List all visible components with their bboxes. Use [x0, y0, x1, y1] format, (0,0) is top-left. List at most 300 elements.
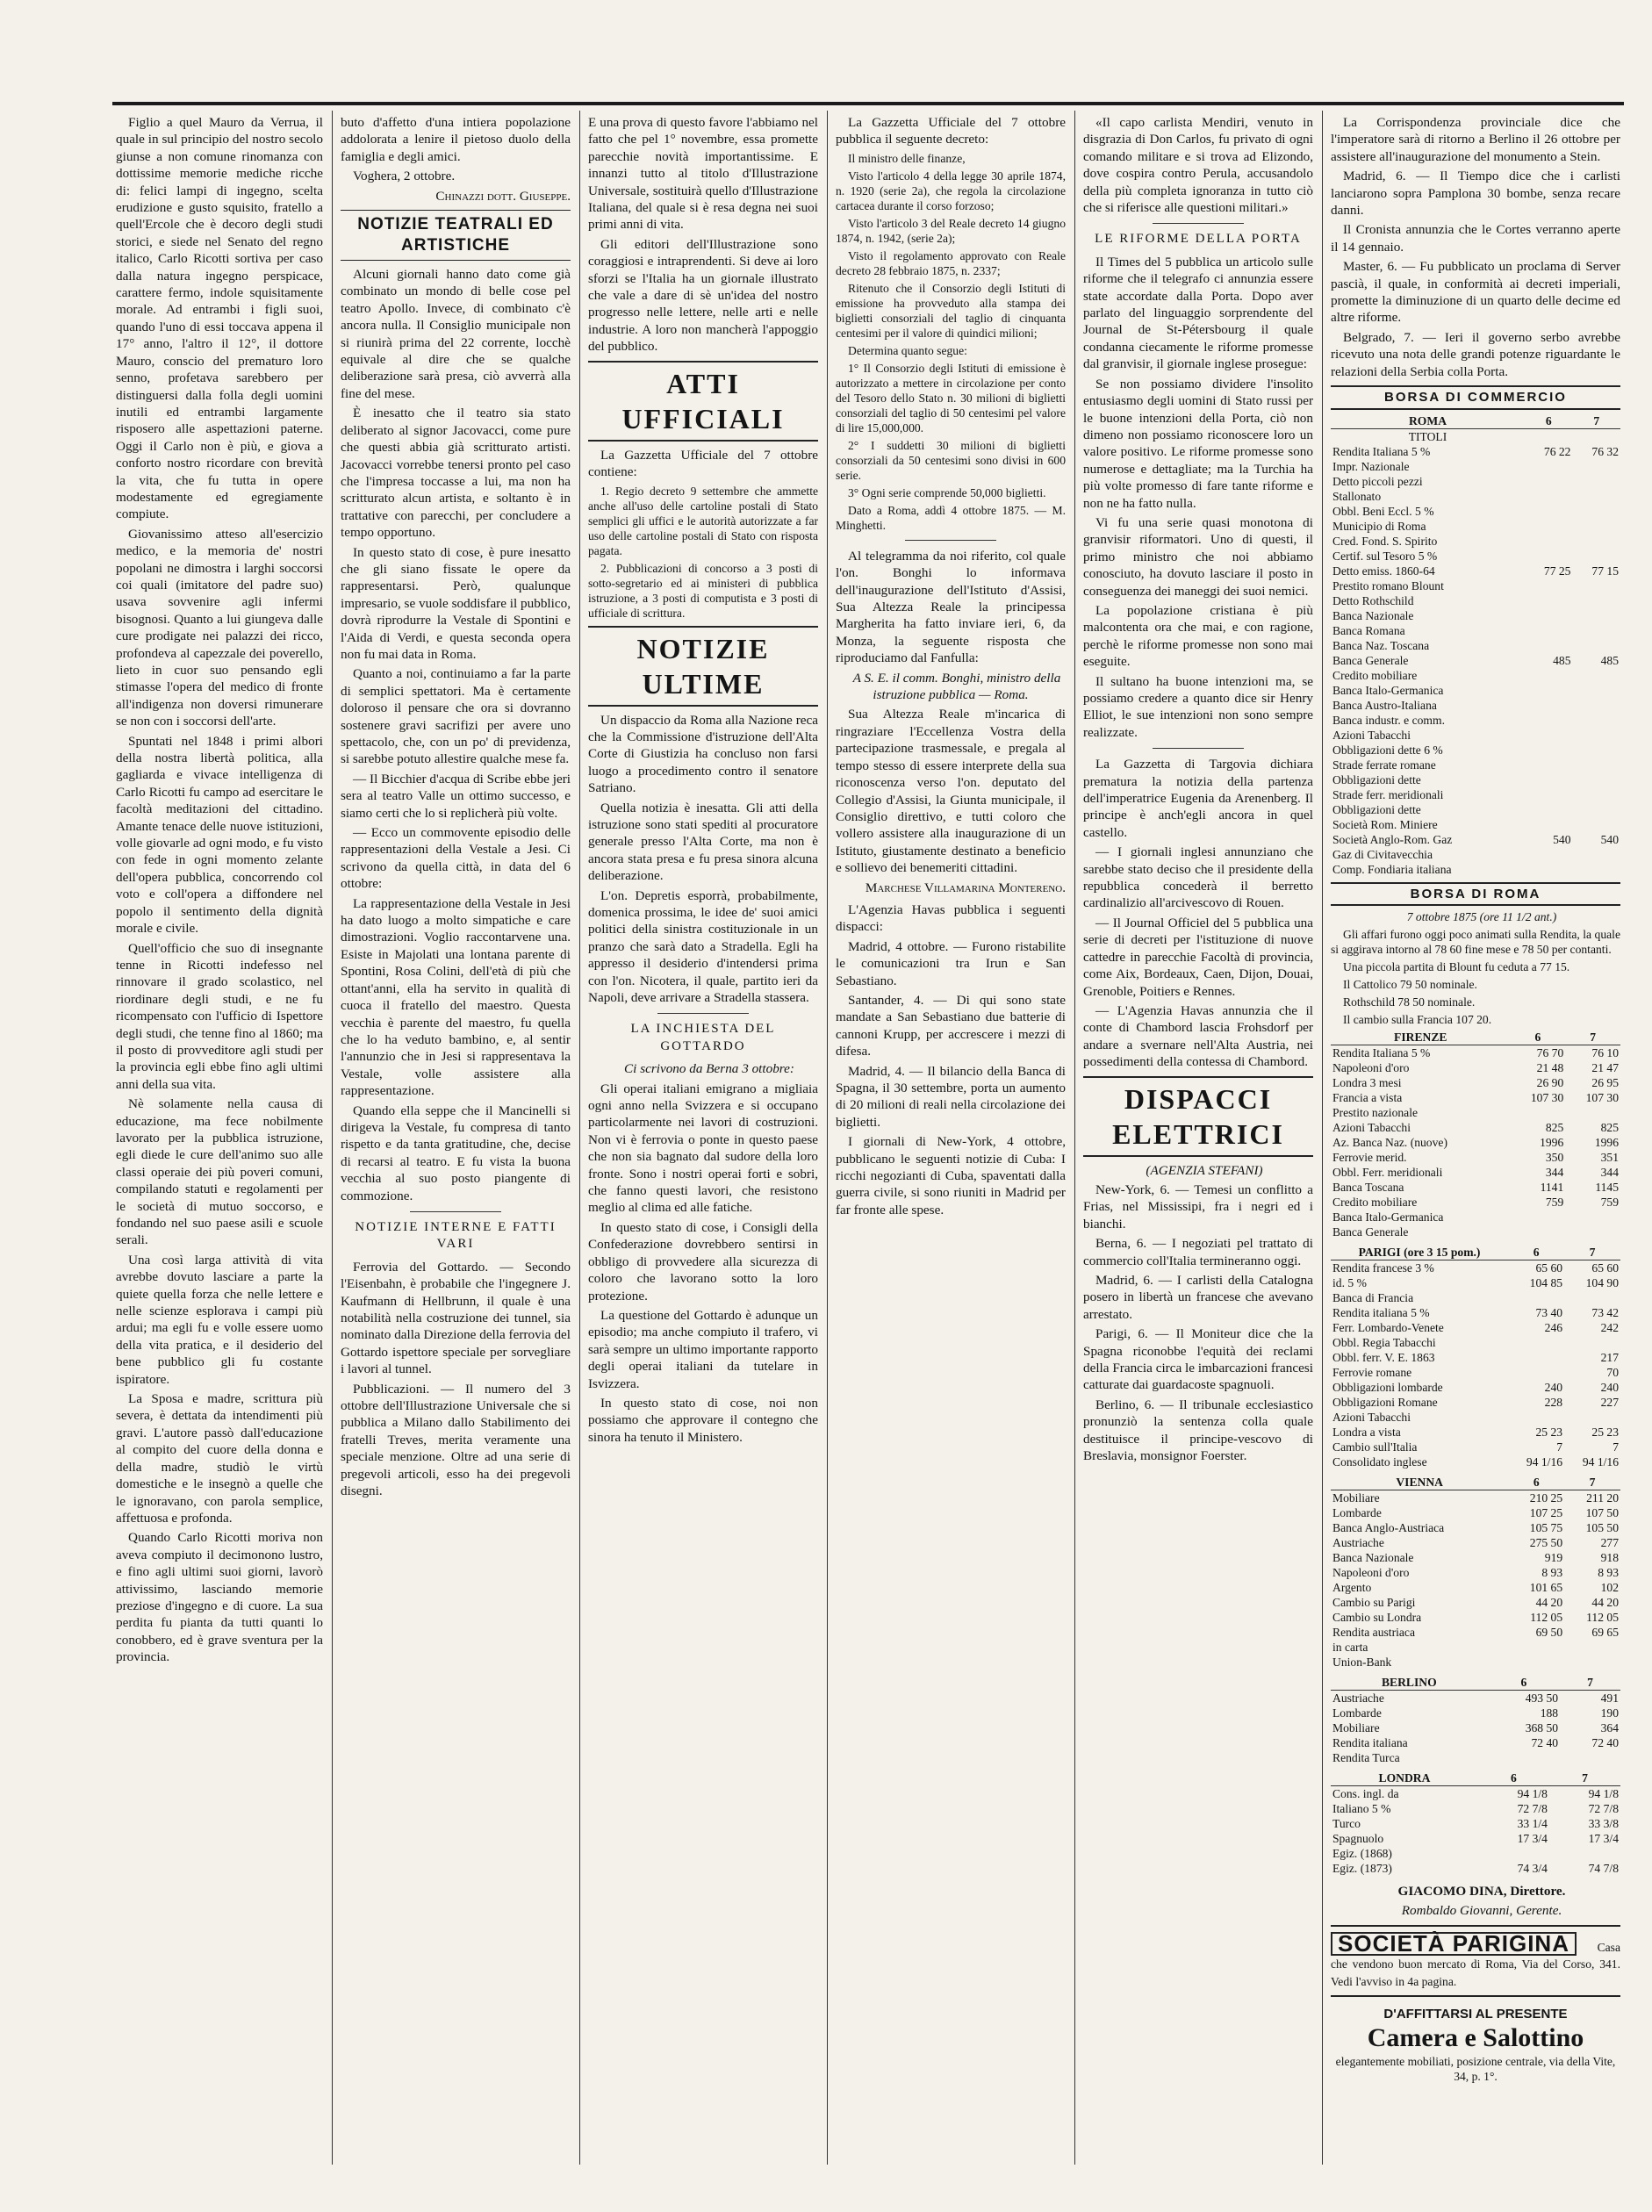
porta-paragraph: Vi fu una serie quasi monotona di granvisir riformatori. Uno di questi, il primo ministro che noi abbiamo conosciuto, ha dovuto lasciare il posto in conseguenza dei maneggi dei suoi nemici. [1083, 514, 1313, 599]
quote-value [1525, 758, 1572, 772]
roma-stock-table [1331, 413, 1620, 877]
quote-value [1525, 534, 1572, 549]
quote-value [1488, 1750, 1560, 1765]
berlino-heading: BERLINO [1331, 1675, 1488, 1691]
decree-line: Visto l'articolo 4 della legge 30 aprile 1874, n. 1920 (serie 2a), che regola la circolazione cartacea durante il corso forzoso; [836, 169, 1066, 212]
date-col-1: 6 [1488, 1675, 1560, 1691]
security-name: Banca Austro-Italiana [1332, 698, 1437, 712]
quote-value: 759 [1600, 1195, 1619, 1209]
date-col-1: 6 [1508, 1475, 1564, 1490]
security-name: Cred. Fond. S. Spirito [1332, 534, 1438, 548]
quote-value: 94 1/16 [1526, 1454, 1563, 1469]
quote-value [1560, 1750, 1620, 1765]
quote-value: 364 [1600, 1720, 1619, 1734]
security-name: Cons. ingl. da [1332, 1786, 1399, 1800]
table-row [1331, 1150, 1620, 1165]
table-row [1331, 1595, 1620, 1610]
telegram-address: A S. E. il comm. Bonghi, ministro della istruzione pubblica — Roma. [852, 670, 1061, 703]
quote-value [1525, 743, 1572, 758]
theatre-paragraph: In questo stato di cose, è pure inesatto che gli siano fissate le opere da rappresentarsi. Però, qualunque impresario, se vuole soddisfare il pubblico, dovrà riprodurre la Vestale di Spontini e l'Aida di Verdi, e questa seconda opera non fu mai data in Roma. [341, 544, 571, 662]
quote-value: 21 48 [1536, 1060, 1564, 1074]
quote-value: 69 50 [1535, 1625, 1563, 1639]
security-name: Rendita Turca [1332, 1750, 1400, 1764]
security-name: Banca di Francia [1332, 1290, 1414, 1304]
quote-value: 104 90 [1585, 1275, 1619, 1289]
titoli-row [1331, 428, 1620, 444]
master-note: Master, 6. — Fu pubblicato un proclama di Server pascià, il quale, in conformità ai decreti imperiali, promette la diminuzione di un quarto delle decime ed altre riforme. [1331, 259, 1620, 326]
quote-value: 7 [1556, 1440, 1563, 1454]
dispatch-item: Berna, 6. — I negoziati pel trattato di commercio coll'Italia termineranno oggi. [1083, 1236, 1313, 1268]
table-row [1331, 1861, 1620, 1876]
table-row [1331, 1305, 1620, 1320]
security-name: in carta [1332, 1640, 1368, 1654]
dispatch-subheading: (AGENZIA STEFANI) [1146, 1162, 1263, 1178]
quote-value [1508, 1365, 1564, 1380]
misc-note: — L'Agenzia Havas annunzia che il conte di Chambord lascia Frohsdorf per andare a svernare nell'Alta Austria, nei possedimenti della contessa di Chambord. [1083, 1002, 1313, 1070]
quote-value [1525, 668, 1572, 683]
quote-value: 211 20 [1586, 1490, 1619, 1505]
quote-value [1572, 758, 1620, 772]
quote-value: 7 [1612, 1440, 1619, 1454]
security-name: Banca Italo-Germanica [1332, 1210, 1444, 1224]
ad-societa-parigina [1331, 1929, 1620, 1990]
havas-item: Madrid, 4. — Il bilancio della Banca di Spagna, il 30 settembre, porta un aumento di 20 milioni di reali nella circolazione dei biglietti. [836, 1063, 1066, 1130]
table-row [1331, 1750, 1620, 1765]
quote-value [1525, 519, 1572, 534]
decree-line: 1° Il Consorzio degli Istituti di emissione è autorizzato a mettere in circolazione per conto del Tesoro dello Stato n. 30 milioni di biglietti consorziali del taglio di 50 centesimi pel valore di lire 15,000,000. [836, 361, 1066, 434]
date-col-1: 6 [1478, 1770, 1549, 1786]
quote-value [1572, 504, 1620, 519]
quote-value [1525, 578, 1572, 593]
quote-value [1525, 787, 1572, 802]
quote-value: 70 [1606, 1365, 1619, 1379]
quote-value: 72 40 [1531, 1735, 1559, 1749]
security-name: Banca Toscana [1332, 1180, 1404, 1194]
quote-value [1525, 459, 1572, 474]
table-row [1331, 683, 1620, 698]
separator [657, 1013, 750, 1014]
quote-value [1525, 474, 1572, 489]
security-name: id. 5 % [1332, 1275, 1367, 1289]
quote-value: 540 [1553, 832, 1571, 846]
quote-value [1511, 1210, 1566, 1224]
security-name: Union-Bank [1332, 1655, 1392, 1669]
security-name: Lombarde [1332, 1505, 1382, 1519]
misc-notes [1083, 844, 1313, 1070]
latest-news-heading: NOTIZIE ULTIME [588, 626, 818, 707]
article-paragraph: La Sposa e madre, scrittura più severa, è dettata da intendimenti più gravi. L'autore passò dall'educazione al compito del cuore della donna e della madre, studiò le virtù domestiche e le insegnò a quelle che le ignoravano, con parola semplice, affettuosa e profonda. [116, 1391, 323, 1526]
berlino-table [1331, 1675, 1620, 1765]
table-row [1331, 593, 1620, 608]
column-divider [1074, 111, 1075, 2165]
quote-value: 368 50 [1525, 1720, 1559, 1734]
table-row [1331, 638, 1620, 653]
quote-value: 105 75 [1529, 1520, 1563, 1534]
borsa-roma-line: Il cambio sulla Francia 107 20. [1343, 1012, 1492, 1026]
havas-items [836, 938, 1066, 1219]
borsa-commercio-heading: BORSA DI COMMERCIO [1331, 385, 1620, 409]
quote-value: 107 25 [1529, 1505, 1563, 1519]
quote-value: 72 40 [1591, 1735, 1619, 1749]
dispatch-item: Madrid, 6. — I carlisti della Catalogna posero in libertà un francese che avevano arrestato. [1083, 1272, 1313, 1322]
table-row [1331, 1816, 1620, 1831]
telegram-signature: Marchese Villamarina Montereno. [865, 880, 1066, 895]
quote-value [1508, 1640, 1564, 1655]
quote-value: 33 3/8 [1588, 1816, 1619, 1830]
date-col-1: 6 [1508, 1245, 1564, 1260]
inquiry-paragraph: In questo stato di cose, noi non possiamo che approvare il contegno che sinora ha tenuto il Ministero. [588, 1395, 818, 1445]
table-row [1331, 519, 1620, 534]
table-row [1331, 698, 1620, 713]
table-row [1331, 1260, 1620, 1275]
article-paragraph: Quell'officio che suo di insegnante tenne in Ricotti indefesso nel rinnovare il grado scolastico, nel riordinare degli studi, e ne fu ricompensato con l'ufficio di Ispettore degli studi, che tenne fino al 1860; ma il posto di provveditore agli studi per la provincia egli ebbe fino agli ultimi anni della sua vita. [116, 940, 323, 1092]
table-row [1331, 668, 1620, 683]
security-name: Rendita austriaca [1332, 1625, 1415, 1639]
security-name: Egiz. (1873) [1332, 1861, 1392, 1875]
roma-label: ROMA [1331, 413, 1525, 429]
quote-value: 228 [1544, 1395, 1563, 1409]
havas-intro: L'Agenzia Havas pubblica i seguenti dispacci: [836, 901, 1066, 935]
security-name: Rendita francese 3 % [1332, 1260, 1434, 1275]
havas-item: Santander, 4. — Di qui sono state mandate a San Sebastiano due batterie di cannoni Krupp, per accrescere i mezzi di difesa. [836, 992, 1066, 1059]
security-name: Obbl. ferr. V. E. 1863 [1332, 1350, 1435, 1364]
table-row [1331, 1550, 1620, 1565]
quote-value [1572, 534, 1620, 549]
quote-value: 112 05 [1586, 1610, 1619, 1624]
quote-value: 94 1/8 [1588, 1786, 1619, 1800]
latest-news-body [588, 712, 818, 1007]
quote-value [1525, 638, 1572, 653]
quote-value [1572, 787, 1620, 802]
theatre-paragraph: Quanto a noi, continuiamo a far la parte di semplici spettatori. Ma è certamente doloroso il pensare che ora si dovranno sostenere gravi sacrifizi per avere uno spettacolo, che, con un po' di previdenza, si sarebbe potuto allestire qualche mese fa. [341, 666, 571, 767]
security-name: Ferrovie romane [1332, 1365, 1412, 1379]
quote-value: 240 [1600, 1380, 1619, 1394]
quote-value: 44 20 [1591, 1595, 1619, 1609]
quote-value [1525, 862, 1572, 877]
quote-value: 76 10 [1591, 1045, 1619, 1059]
table-row [1331, 459, 1620, 474]
quote-value [1525, 623, 1572, 638]
havas-item: Madrid, 4 ottobre. — Furono ristabilite le comunicazioni tra Irun e San Sebastiano. [836, 938, 1066, 988]
vienna-heading: VIENNA [1331, 1475, 1508, 1490]
col3-lead2: Gli editori dell'Illustrazione sono coraggiosi e intraprendenti. Si deve ai loro sforzi se l'Italia ha un giornale illustrato che vale a dare di sè un'idea del nostro progresso nelle lettere, nelle arti e nelle industrie. A loro non mancherà l'appoggio del pubblico. [588, 236, 818, 355]
porta-paragraph: Il sultano ha buone intenzioni ma, se possiamo credere a quanto dice sir Henry Elliot, le sue intenzioni non sono sempre realizzate. [1083, 673, 1313, 740]
security-name: Austriache [1332, 1535, 1384, 1549]
quote-value: 242 [1600, 1320, 1619, 1334]
quote-value: 69 65 [1591, 1625, 1619, 1639]
table-row [1331, 1425, 1620, 1440]
theatre-paragraph: Alcuni giornali hanno dato come già combinato un mondo di belle cose pel teatro Apollo. Invece, di combinato c'è ancora nulla. Il Consiglio municipale non si riunirà prima del 22 corrente, locchè equivale al dire che se qualche deliberazione sarà presa, ciò avverrà alla fine del mese. [341, 267, 571, 401]
column-4 [836, 114, 1066, 2159]
quote-value: 825 [1600, 1120, 1619, 1134]
security-name: Comp. Fondiaria italiana [1332, 862, 1452, 876]
quote-value [1508, 1410, 1564, 1425]
table-header [1331, 413, 1620, 429]
targovia-note: La Gazzetta di Targovia dichiara prematura la notizia della partenza dell'imperatrice Eugenia da Arenenberg. Il principe è anch'egli ancora in quel castello. [1083, 757, 1313, 840]
dispatch-item: Berlino, 6. — Il tribunale ecclesiastico pronunziò la sentenza colla quale destituisce il principe-vescovo di Breslavia, monsignor Foerster. [1083, 1397, 1313, 1464]
quote-value: 246 [1544, 1320, 1563, 1334]
security-name: Londra a vista [1332, 1425, 1401, 1439]
quote-value [1525, 847, 1572, 862]
table-row [1331, 1335, 1620, 1350]
quote-value: 227 [1600, 1395, 1619, 1409]
security-name: Certif. sul Tesoro 5 % [1332, 549, 1438, 563]
table-row [1331, 1610, 1620, 1625]
col3-lead: E una prova di questo favore l'abbiamo nel fatto che pel 1° novembre, essa promette parecchie novità importantissime. E innanzi tutto al titolo d'Illustrazione Universale, sostituirà quello d'Illustrazione Italiana, del quale si è resa degna nei suoi primi anni di vita. [588, 115, 818, 233]
inquiry-paragraph: La questione del Gottardo è adunque un episodio; ma anche compiuto il trafero, vi sarà sempre un ultimo importante rapporto degli operai italiani da tutelare in Isvizzera. [588, 1307, 818, 1391]
quote-value: 277 [1600, 1535, 1619, 1549]
quote-value [1572, 549, 1620, 564]
decree-line: Dato a Roma, addì 4 ottobre 1875. — M. Minghetti. [836, 503, 1066, 532]
borsa-roma-heading: BORSA DI ROMA [1331, 882, 1620, 906]
table-row [1331, 1045, 1620, 1060]
quote-value: 73 40 [1535, 1305, 1563, 1319]
security-name: Obbl. Regia Tabacchi [1332, 1335, 1436, 1349]
security-name: Obbligazioni dette [1332, 802, 1421, 816]
security-name: Ferr. Lombardo-Venete [1332, 1320, 1444, 1334]
telegram-intro: Al telegramma da noi riferito, col quale l'on. Bonghi lo informava dell'inaugurazione dell'Istituto d'Assisi, Sua Altezza Reale la principessa Margherita ha fatto inviare ieri, 6, da Monza, la seguente risposta che riproduciamo dal Fanfulla: [836, 548, 1066, 666]
security-name: Cambio sull'Italia [1332, 1440, 1418, 1454]
table-row [1331, 1846, 1620, 1861]
date-col-1: 6 [1511, 1030, 1566, 1045]
quote-value [1564, 1290, 1620, 1305]
table-row [1331, 1320, 1620, 1335]
table-row [1331, 623, 1620, 638]
security-name: Spagnuolo [1332, 1831, 1384, 1845]
article-paragraph: Giovanissimo atteso all'esercizio medico, e la memoria de' nostri popolani ne dimostra i larghi soccorsi coi quali (imitatore del padre suo) usava sovvenire agli infermi bisognosi. Quanto a lui giungeva dalle cure prodigate nei palazzi dei ricco, profondeva al capezzale dei poverello, lieto in cuor suo pensando egli stimasse l'opera del medico di fronte all'indigenza non doversi rimunerare se non con i soccorsi dell'arte. [116, 526, 323, 729]
quote-value [1572, 683, 1620, 698]
column-5 [1083, 114, 1313, 2159]
borsa-roma-line: Gli affari furono oggi poco animati sulla Rendita, la quale si aggirava intorno al 78 60 fine mese e 78 50 per contanti. [1331, 927, 1620, 956]
quote-value: 350 [1545, 1150, 1564, 1164]
table-row [1331, 534, 1620, 549]
column-divider [579, 111, 580, 2165]
latest-paragraph: Un dispaccio da Roma alla Nazione reca che la Commissione d'istruzione dell'Alta Corte di Giustizia ha concluso non farsi luogo a procedimento contro il senatore Satriano. [588, 712, 818, 796]
security-name: Obbligazioni dette 6 % [1332, 743, 1443, 757]
quote-value: 17 3/4 [1588, 1831, 1619, 1845]
cronista-note: Il Cronista annunzia che le Cortes verranno aperte il 14 gennaio. [1331, 222, 1620, 255]
quote-value [1572, 817, 1620, 832]
londra-heading: LONDRA [1331, 1770, 1478, 1786]
decree-line: Visto l'articolo 3 del Reale decreto 14 giugno 1874, n. 1942, (serie 2a); [836, 216, 1066, 245]
inquiry-intro: Ci scrivono da Berna 3 ottobre: [624, 1061, 794, 1077]
porta-body [1083, 254, 1313, 741]
table-row [1331, 1350, 1620, 1365]
security-name: Austriache [1332, 1691, 1384, 1705]
decree-line: 3° Ogni serie comprende 50,000 biglietti. [848, 485, 1046, 499]
dispatch-body [1083, 1181, 1313, 1465]
quote-value: 73 42 [1591, 1305, 1619, 1319]
quote-value: 72 7/8 [1517, 1801, 1548, 1815]
separator [410, 1211, 502, 1212]
ad-camera-salottino: Camera e Salottino [1367, 2023, 1584, 2053]
table-row [1331, 564, 1620, 578]
column-divider [1322, 111, 1323, 2165]
column-2 [341, 114, 571, 2159]
quote-value [1525, 802, 1572, 817]
quote-value: 104 85 [1529, 1275, 1563, 1289]
table-row [1331, 1275, 1620, 1290]
table-row [1331, 1655, 1620, 1670]
quote-value: 94 1/16 [1582, 1454, 1619, 1469]
security-name: Argento [1332, 1580, 1372, 1594]
col1-body [116, 114, 323, 1666]
parigi-table [1331, 1245, 1620, 1469]
ad-camera-text: elegantemente mobiliati, posizione centrale, via della Vite, 34, p. 1°. [1335, 2055, 1616, 2084]
table-row [1331, 802, 1620, 817]
quote-value [1572, 772, 1620, 787]
quote-value [1564, 1335, 1620, 1350]
director-line: GIACOMO DINA, Direttore. [1397, 1883, 1566, 1899]
table-row [1331, 578, 1620, 593]
quote-value: 275 50 [1529, 1535, 1563, 1549]
security-name: Ferrovie merid. [1332, 1150, 1407, 1164]
quote-value: 65 60 [1535, 1260, 1563, 1275]
top-rule [112, 102, 1624, 105]
quote-value: 112 05 [1530, 1610, 1563, 1624]
security-name: Napoleoni d'oro [1332, 1060, 1410, 1074]
security-name: Obbligazioni lombarde [1332, 1380, 1443, 1394]
security-name: Napoleoni d'oro [1332, 1565, 1410, 1579]
decree-line: Ritenuto che il Consorzio degli Istituti di emissione ha provveduto alla stampa dei biglietti consorziali del taglio di cinquanta centesimi per il valore di quindici milioni; [836, 281, 1066, 340]
decree-body [836, 151, 1066, 533]
quote-value: 25 23 [1535, 1425, 1563, 1439]
security-name: Banca Romana [1332, 623, 1405, 637]
quote-value [1572, 459, 1620, 474]
misc-note: — I giornali inglesi annunziano che sarebbe stato deciso che il presidente della repubblica concederà il berretto cardinalizio all'arcivescovo di Rouen. [1083, 844, 1313, 911]
table-row [1331, 1105, 1620, 1120]
quote-value [1525, 728, 1572, 743]
table-row [1331, 1410, 1620, 1425]
theatre-heading: NOTIZIE TEATRALI ED ARTISTICHE [341, 210, 571, 261]
security-name: Strade ferr. meridionali [1332, 787, 1444, 801]
table-row [1331, 1505, 1620, 1520]
theatre-paragraph: La rappresentazione della Vestale in Jesi ha dato luogo a molto simpatiche e care dimostrazioni. Voglio raccontarvene una. Esiste in Majolati una lontana parente di Spontini, Rosa Colini, dell'età di più che ottant'anni, ella ha servito in qualità di cuoca il fratello del maestro. Questa vecchia è parente del maestro, fu quella che lo ha veduto bambino, e, al sentir l'annunzio che in Jesi si rappresentava la Vestale, volle assistere alla rappresentazione. [341, 895, 571, 1099]
quote-value: 491 [1600, 1691, 1619, 1705]
security-name: Azioni Tabacchi [1332, 1120, 1411, 1134]
firenze-heading: FIRENZE [1331, 1030, 1511, 1045]
havas-item: I giornali di New-York, 4 ottobre, pubblicano le seguenti notizie di Cuba: I ricchi negozianti di Cuba, spaventati dalla guerra civile, si sono riuniti in Madrid per far fronte alle spese. [836, 1134, 1066, 1217]
dispatch-item: New-York, 6. — Temesi un conflitto a Frias, nel Mississipi, fra i negri ed i bianchi. [1083, 1181, 1313, 1232]
quote-value [1564, 1655, 1620, 1670]
security-name: Credito mobiliare [1332, 668, 1418, 682]
quote-value [1511, 1224, 1566, 1239]
quote-value [1525, 504, 1572, 519]
date-col-2: 7 [1564, 1245, 1620, 1260]
quote-value: 190 [1600, 1706, 1619, 1720]
security-name: Società Rom. Miniere [1332, 817, 1438, 831]
table-row [1331, 1290, 1620, 1305]
londra-table [1331, 1770, 1620, 1876]
decree-line: 2° I suddetti 30 milioni di biglietti consorziali da 50 centesimi sono divisi in 600 serie. [836, 438, 1066, 482]
quote-value: 825 [1545, 1120, 1564, 1134]
quote-value [1572, 608, 1620, 623]
security-name: Banca Naz. Toscana [1332, 638, 1430, 652]
borsa-roma-line: Una piccola partita di Blount fu ceduta a 77 15. [1343, 959, 1570, 973]
security-name: Mobiliare [1332, 1490, 1380, 1505]
dispatch-heading: DISPACCI ELETTRICI [1083, 1076, 1313, 1157]
theatre-paragraph: Quando ella seppe che il Mancinelli si dirigeva la Vestale, fu compresa di tanto rispetto e da tanta gratitudine, che, decise di recarsi al teatro. E fu vista la buona vecchia al suo posto piangente di commozione. [341, 1102, 571, 1203]
article-paragraph: Figlio a quel Mauro da Verrua, il quale in sul principio del nostro secolo giunse a non comune rinomanza con dottissime memorie mediche ricche di: felici lampi di ingegno, scelta erudizione e gusto squisito, fratello a quell'Ercole che è decoro degli studi storici, e siede nel Senato del regno italico, Carlo Ricotti sortiva per caso dalla natura ingegno perspicace, carattere fermo, indole squisitamente morale. Ad entrambi i figli suoi, quando l'uno di essi toccava appena il 17° anno, l'altro il 12°, il dottore Mauro, conscio del prematuro loro senno, profetava sarebbero per distinguersi dalla folla degli uomini inutili ed entrambi largamente risposero alle aspettazioni paterne. Oggi il Carlo non è più, e giova a conforto nostro ricordare con brevità la vita, che fu tutta in opere modestamente ed egregiamente compiute. [116, 115, 323, 522]
table-row [1331, 1195, 1620, 1210]
quote-value [1572, 519, 1620, 534]
table-row [1331, 1380, 1620, 1395]
vienna-rows [1331, 1490, 1620, 1670]
table-row [1331, 444, 1620, 459]
table-row [1331, 1831, 1620, 1846]
separator [1153, 748, 1245, 749]
gerente-line: Rombaldo Giovanni, Gerente. [1401, 1903, 1562, 1919]
quote-value [1525, 713, 1572, 728]
quote-value [1572, 474, 1620, 489]
quote-value [1572, 728, 1620, 743]
porta-paragraph: La popolazione cristiana è più malcontenta ora che mai, e con ragione, perchè le riforme promesse non sono mai eseguite. [1083, 602, 1313, 670]
quote-value [1565, 1210, 1620, 1224]
quote-value [1525, 817, 1572, 832]
security-name: Egiz. (1868) [1332, 1846, 1392, 1860]
security-name: Cambio su Londra [1332, 1610, 1422, 1624]
table-row [1331, 1180, 1620, 1195]
column-1 [116, 114, 323, 2159]
security-name: Rendita Italiana 5 % [1332, 444, 1431, 458]
security-name: Prestito nazionale [1332, 1105, 1419, 1119]
table-row [1331, 1785, 1620, 1801]
ad-brand: SOCIETÀ PARIGINA [1331, 1932, 1577, 1956]
titoli-label: TITOLI [1408, 429, 1447, 443]
quote-value: 759 [1545, 1195, 1564, 1209]
table-row [1331, 713, 1620, 728]
quote-value [1525, 608, 1572, 623]
news-heading: NOTIZIE INTERNE E FATTI VARI [355, 1219, 557, 1252]
security-name: Consolidato inglese [1332, 1454, 1427, 1469]
porta-paragraph: Se non possiamo dividere l'insolito entusiasmo degli uomini di Stato russi per le buone intenzioni della Porta, ciò non dimeno non possiamo riconoscere loro un valore positivo. Le riforme promesse sono numerose e dettagliate; ma la Turchia ha più volte promesso di fare tante riforme e non ne ha fatto nulla. [1083, 376, 1313, 511]
decree-line: Determina quanto segue: [848, 343, 967, 357]
table-row [1331, 1535, 1620, 1550]
official-item: 2. Pubblicazioni di concorso a 3 posti di sotto-segretario ed ai ministeri di pubblica istruzione, a 3 posti di computista e 3 posti di ufficiale di scrittura. [588, 561, 818, 620]
col4-lead: La Gazzetta Ufficiale del 7 ottobre pubblica il seguente decreto: [836, 115, 1066, 147]
quote-value [1572, 638, 1620, 653]
quote-value: 33 1/4 [1517, 1816, 1548, 1830]
quote-value [1572, 713, 1620, 728]
quote-value: 77 15 [1591, 564, 1619, 578]
quote-value: 344 [1545, 1165, 1564, 1179]
quote-value: 351 [1600, 1150, 1619, 1164]
decree-line: Visto il regolamento approvato con Reale decreto 28 febbraio 1875, n. 2337; [836, 248, 1066, 277]
table-row [1331, 1210, 1620, 1224]
quote-value: 26 95 [1591, 1075, 1619, 1089]
quote-value: 540 [1600, 832, 1619, 846]
latest-paragraph: Quella notizia è inesatta. Gli atti della istruzione sono stati spediti al procuratore generale presso l'Alta Corte, ma non è ancora stata presa e fu presa sinora alcuna deliberazione. [588, 800, 818, 884]
security-name: Azioni Tabacchi [1332, 728, 1411, 742]
belgrado-note: Belgrado, 7. — Ieri il governo serbo avrebbe ricevuto una nota delle grandi potenze riguardante le relazioni della Serbia colla Porta. [1331, 329, 1620, 379]
table-row [1331, 1454, 1620, 1469]
theatre-body [341, 266, 571, 1204]
firenze-table [1331, 1030, 1620, 1239]
official-item: 1. Regio decreto 9 settembre che ammette anche all'uso delle cartoline postali di Stato semplici gli uffici e le autorità autorizzate a far uso delle cartoline postali di Stato con risposta pagata. [588, 484, 818, 557]
quote-value [1508, 1350, 1564, 1365]
inquiry-heading: LA INCHIESTA DEL GOTTARDO [630, 1022, 776, 1053]
quote-value [1525, 698, 1572, 713]
date-col-1: 6 [1525, 413, 1572, 429]
table-row [1331, 1580, 1620, 1595]
quote-value: 919 [1544, 1550, 1563, 1564]
quote-value [1508, 1655, 1564, 1670]
column-divider [332, 111, 333, 2165]
quote-value: 25 23 [1591, 1425, 1619, 1439]
news-paragraph: Ferrovia del Gottardo. — Secondo l'Eisenbahn, è probabile che l'ingegnere J. Kaufmann di Hellbrunn, il quale è una notabilità nella costruzione dei tunnel, sia nominato dalla Direzione della ferrovia del Gottardo ispettore speciale per sorvegliare i lavori al tunnel. [341, 1259, 571, 1377]
table-row [1331, 549, 1620, 564]
quote-value [1572, 743, 1620, 758]
